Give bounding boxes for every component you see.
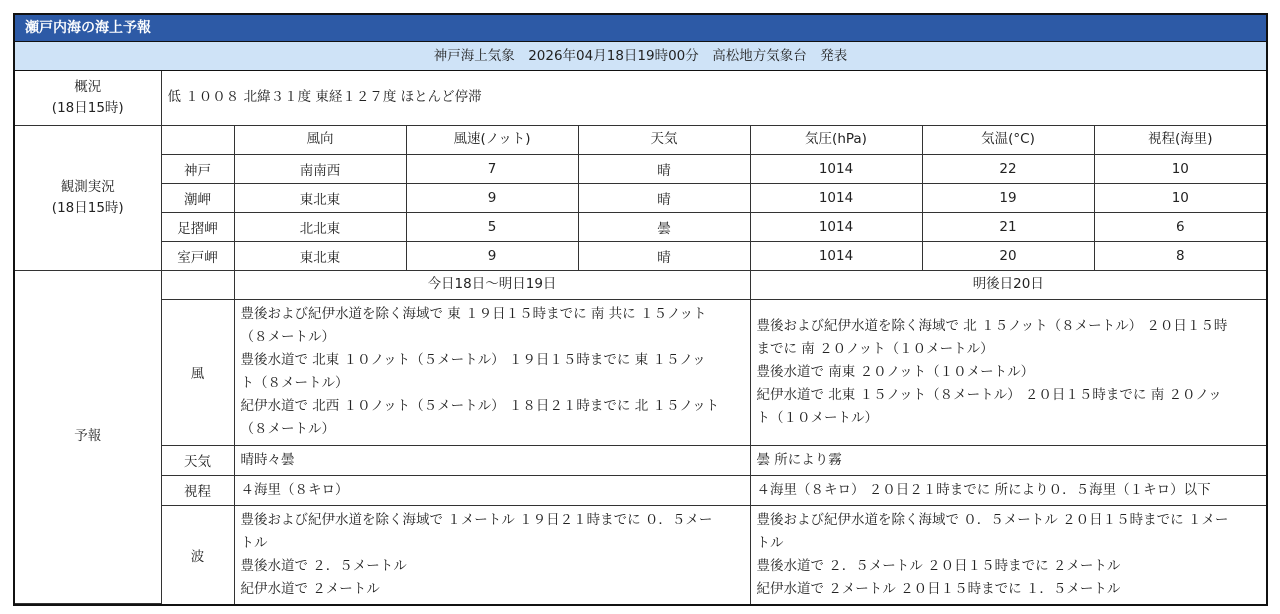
observation-header-row <box>15 125 1266 154</box>
forecast-label: 予報 <box>15 270 161 604</box>
obs-cell: 1014 <box>750 183 922 212</box>
obs-cell: 1014 <box>750 154 922 183</box>
text-line: トル <box>240 534 268 551</box>
col-header-temperature: 気温(°C) <box>922 125 1094 154</box>
waves-row <box>15 505 1266 604</box>
gaikyo-text: 低 １００８ 北緯３１度 東経１２７度 ほとんど停滞 <box>161 71 1266 125</box>
panel-subtitle: 神戸海上気象 2026年04月18日19時00分 高松地方気象台 発表 <box>15 42 1266 71</box>
station-name: 神戸 <box>161 154 234 183</box>
text-line: 紀伊水道で ２メートル <box>240 580 380 597</box>
obs-cell: 北北東 <box>234 212 406 241</box>
forecast-corner <box>161 270 234 299</box>
table-row <box>15 183 1266 212</box>
observation-time: (18日15時) <box>51 199 124 216</box>
obs-cell: 東北東 <box>234 183 406 212</box>
text-line: 豊後および紀伊水道を除く海域で 北 １５ノット（８メートル） ２０日１５時 <box>756 317 1228 334</box>
col-header-visibility: 視程(海里) <box>1094 125 1266 154</box>
waves-label: 波 <box>161 505 234 604</box>
table-row <box>15 212 1266 241</box>
period-next-header: 明後日20日 <box>750 270 1266 299</box>
text-line: トル <box>756 534 784 551</box>
wind-label: 風 <box>161 299 234 445</box>
obs-cell: 9 <box>406 241 578 270</box>
weather-next: 曇 所により霧 <box>750 445 1266 475</box>
weather-today: 晴時々曇 <box>234 445 750 475</box>
table-row <box>15 154 1266 183</box>
obs-cell: 晴 <box>578 183 750 212</box>
observation-label: 観測実況 <box>60 178 115 195</box>
weather-row <box>15 445 1266 475</box>
text-line: 紀伊水道で ２メートル ２０日１５時までに １．５メートル <box>756 580 1121 597</box>
text-line: までに 南 ２０ノット（１０メートル） <box>756 340 994 357</box>
gaikyo-label: 概況 <box>74 78 102 95</box>
text-line: 豊後水道で ２．５メートル ２０日１５時までに ２メートル <box>756 557 1121 574</box>
visibility-next: ４海里（８キロ） ２０日２１時までに 所により０．５海里（１キロ）以下 <box>750 475 1266 505</box>
obs-cell: 22 <box>922 154 1094 183</box>
obs-cell: 9 <box>406 183 578 212</box>
text-line: （８メートル） <box>240 329 335 345</box>
forecast-header-row <box>15 270 1266 299</box>
text-line: ト（８メートル） <box>240 375 349 391</box>
text-line: （８メートル） <box>240 421 335 437</box>
wind-row <box>15 299 1266 445</box>
text-line: 豊後および紀伊水道を除く海域で １メートル １９日２１時までに ０．５メー <box>240 511 713 528</box>
obs-cell: 東北東 <box>234 241 406 270</box>
text-line: 豊後水道で 北東 １０ノット（５メートル） １９日１５時までに 東 １５ノッ <box>240 352 706 368</box>
gaikyo-row <box>15 71 1266 125</box>
obs-cell: 21 <box>922 212 1094 241</box>
station-name: 潮岬 <box>161 183 234 212</box>
col-header-wind-direction: 風向 <box>234 125 406 154</box>
text-line: 紀伊水道で 北東 １５ノット（８メートル） ２０日１５時までに 南 ２０ノッ <box>756 386 1222 403</box>
forecast-table <box>15 71 1266 604</box>
observation-label-cell <box>15 125 161 270</box>
obs-cell: 6 <box>1094 212 1266 241</box>
gaikyo-label-cell <box>15 71 161 125</box>
obs-cell: 南南西 <box>234 154 406 183</box>
visibility-label: 視程 <box>161 475 234 505</box>
wind-next <box>750 299 1266 445</box>
obs-cell: 10 <box>1094 183 1266 212</box>
text-line: 豊後水道で 南東 ２０ノット（１０メートル） <box>756 363 1035 380</box>
obs-cell: 19 <box>922 183 1094 212</box>
obs-cell: 晴 <box>578 241 750 270</box>
col-header-pressure: 気圧(hPa) <box>750 125 922 154</box>
obs-cell: 1014 <box>750 212 922 241</box>
obs-cell: 7 <box>406 154 578 183</box>
obs-cell: 8 <box>1094 241 1266 270</box>
obs-cell: 曇 <box>578 212 750 241</box>
visibility-row <box>15 475 1266 505</box>
obs-cell: 1014 <box>750 241 922 270</box>
obs-cell: 晴 <box>578 154 750 183</box>
panel-title: 瀬戸内海の海上予報 <box>15 15 1266 42</box>
text-line: 豊後および紀伊水道を除く海域で 東 １９日１５時までに 南 共に １５ノット <box>240 306 707 322</box>
forecast-panel <box>13 13 1268 606</box>
table-row <box>15 241 1266 270</box>
station-name: 足摺岬 <box>161 212 234 241</box>
text-line: ト（１０メートル） <box>756 409 878 426</box>
waves-today <box>234 505 750 604</box>
text-line: 豊後水道で ２．５メートル <box>240 557 407 574</box>
col-header-weather: 天気 <box>578 125 750 154</box>
text-line: 豊後および紀伊水道を除く海域で ０．５メートル ２０日１５時までに １メー <box>756 511 1229 528</box>
weather-label: 天気 <box>161 445 234 475</box>
gaikyo-time: (18日15時) <box>51 99 124 116</box>
wind-today <box>234 299 750 445</box>
visibility-today: ４海里（８キロ） <box>234 475 750 505</box>
obs-cell: 5 <box>406 212 578 241</box>
waves-next <box>750 505 1266 604</box>
text-line: 紀伊水道で 北西 １０ノット（５メートル） １８日２１時までに 北 １５ノット <box>240 398 720 414</box>
period-today-header: 今日18日～明日19日 <box>234 270 750 299</box>
col-header-wind-speed: 風速(ノット) <box>406 125 578 154</box>
station-name: 室戸岬 <box>161 241 234 270</box>
obs-cell: 10 <box>1094 154 1266 183</box>
observation-corner <box>161 125 234 154</box>
obs-cell: 20 <box>922 241 1094 270</box>
